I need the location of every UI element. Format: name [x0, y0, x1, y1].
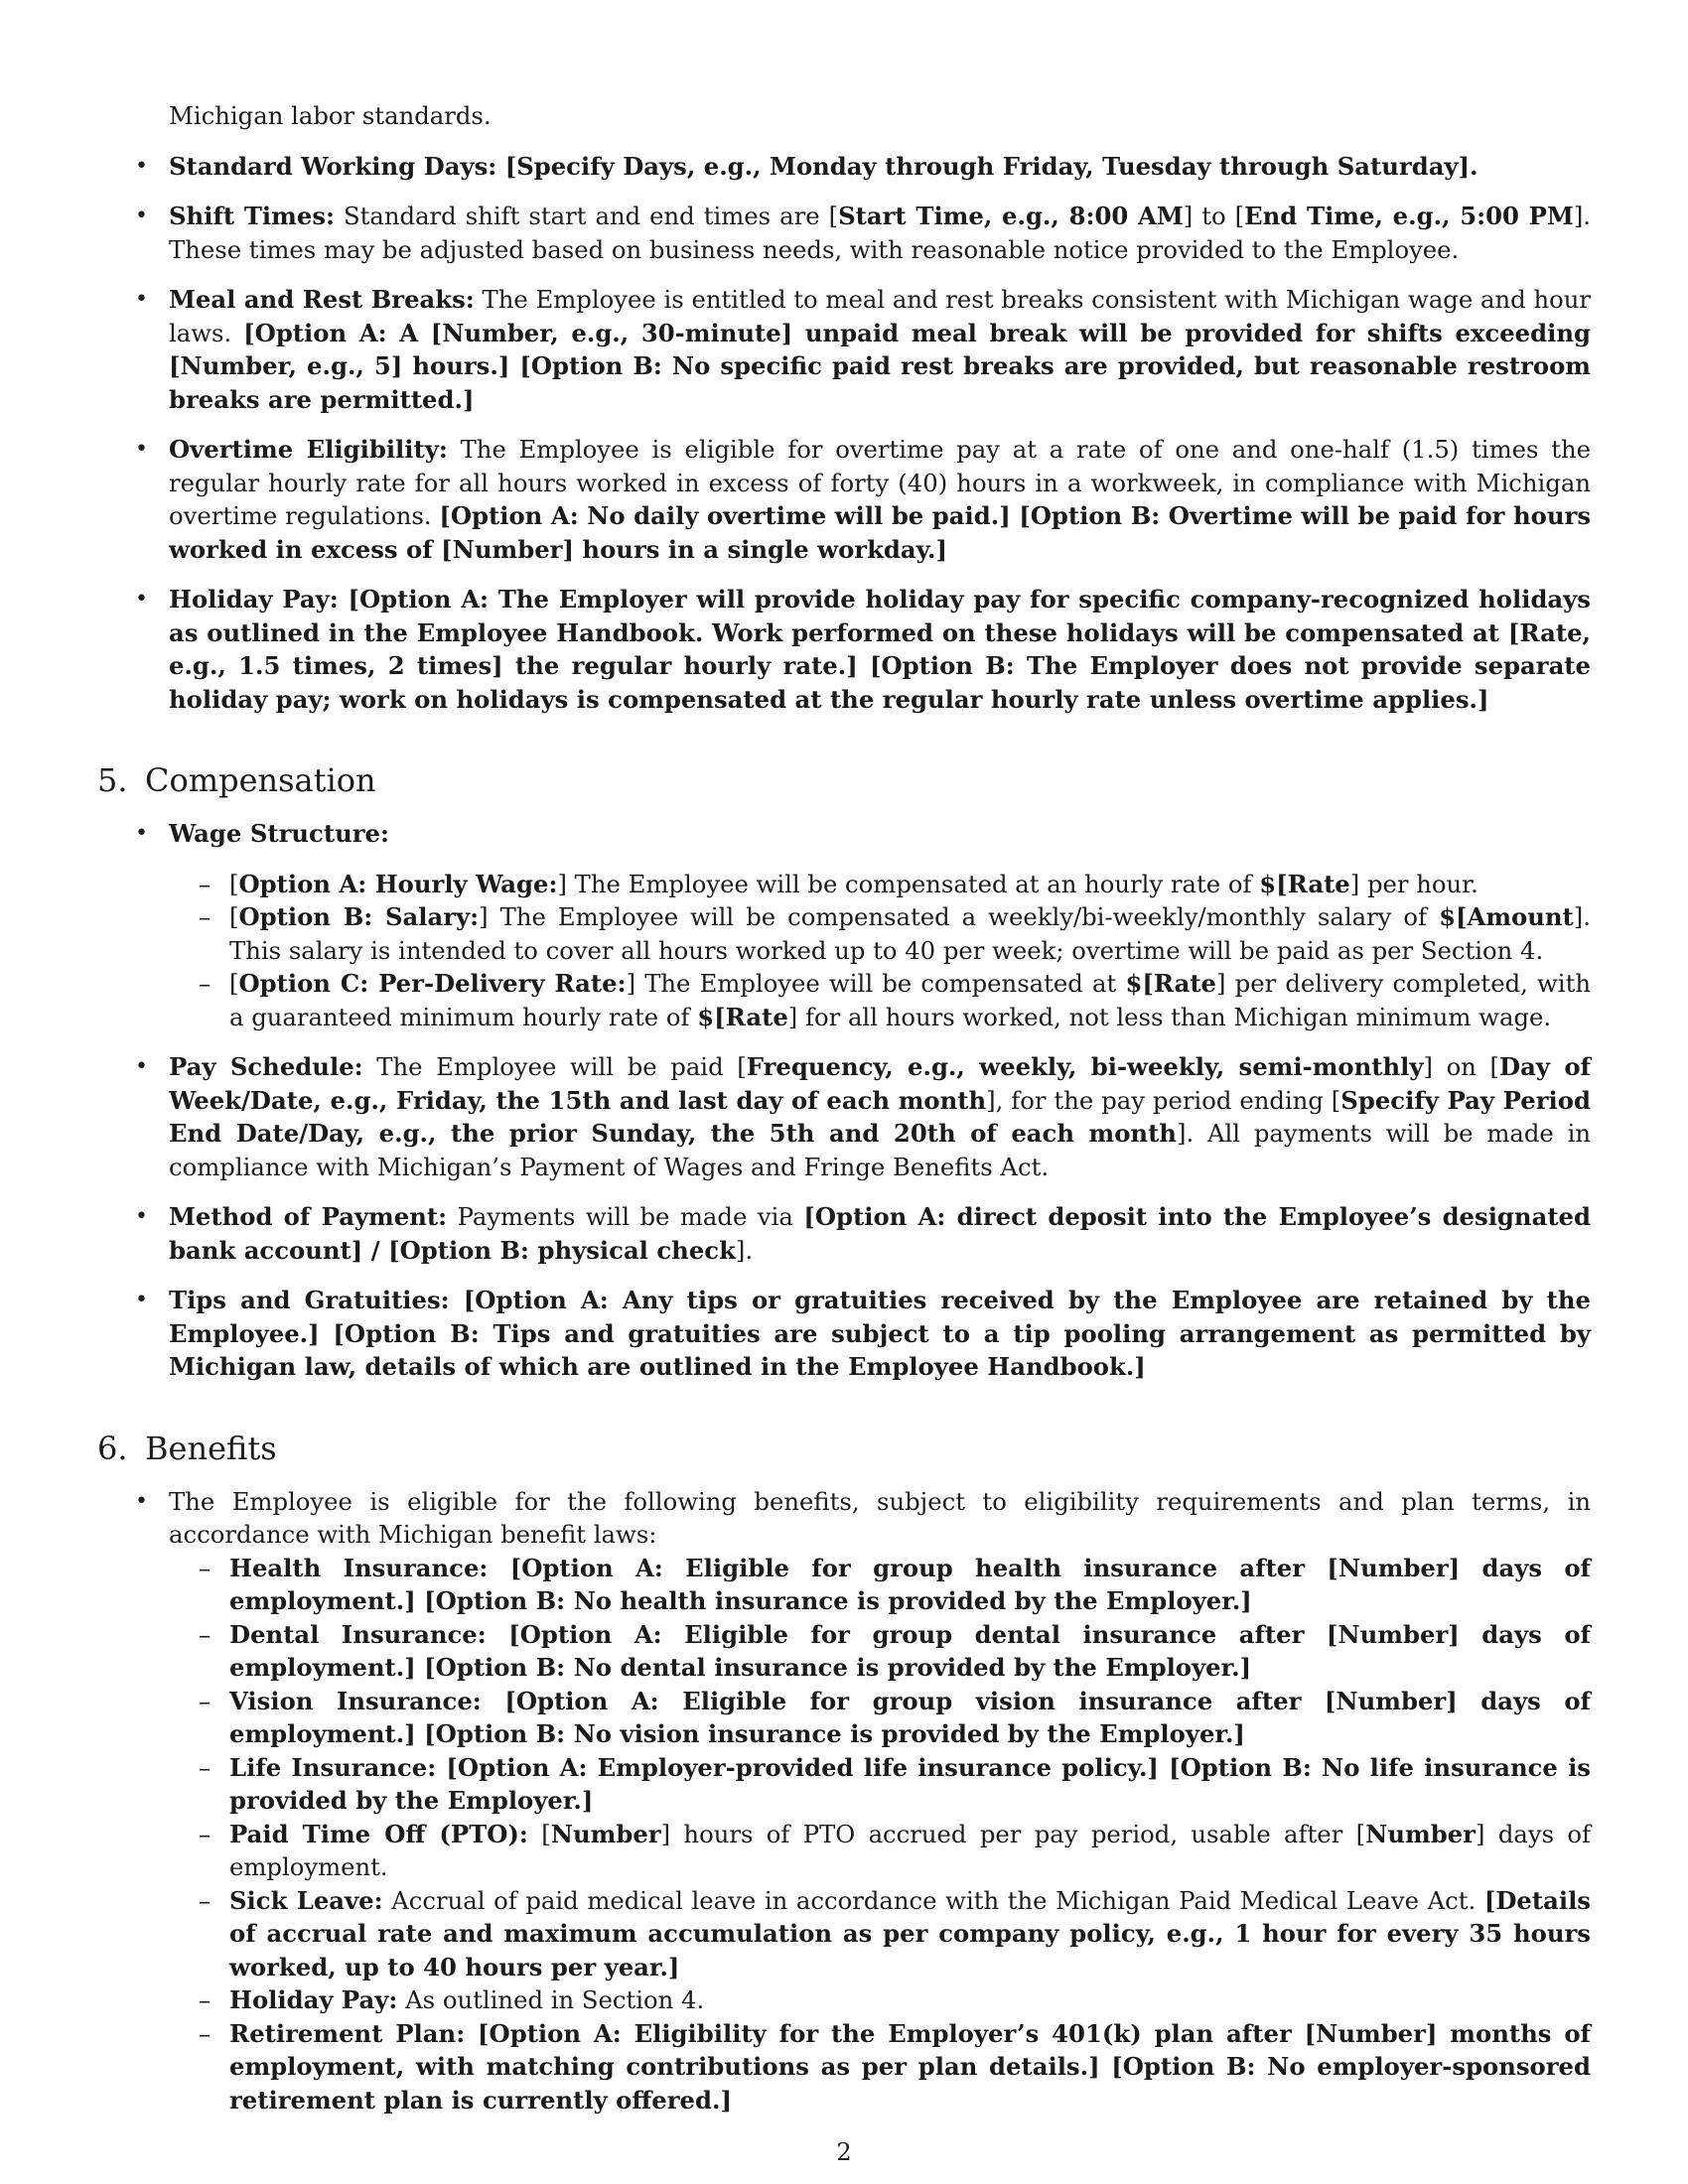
document-page	[97, 99, 1591, 2116]
benefit-item: – Health Insurance: [Option A: Eligible for group health insurance after [Number] days of employment.] [Option B: No health insurance is provided by the Employer.]	[169, 1552, 1591, 1618]
continuation-text: Michigan labor standards.	[169, 101, 492, 130]
item-label: Shift Times:	[169, 202, 335, 230]
list-item: • Holiday Pay: [Option A: The Employer will provide holiday pay for specific company-recognized holidays as outlined in the Employee Handbook. Work performed on these holidays will be compensated at [Rate, e.g., 1.5 times, 2 times] the regular hourly rate.] [Option B: The Employer does not provide separate holiday pay; work on holidays is compensated at the regular hourly rate unless overtime applies.]	[97, 583, 1591, 716]
list-item: • Shift Times: Standard shift start and end times are [Start Time, e.g., 8:00 AM] to [End Time, e.g., 5:00 PM]. These times may be adjusted based on business needs, with reasonable notice provided to the Employee.	[97, 200, 1591, 266]
benefit-item: – Vision Insurance: [Option A: Eligible for group vision insurance after [Number] days of employment.] [Option B: No vision insurance is provided by the Employer.]	[169, 1685, 1591, 1751]
item-label: Meal and Rest Breaks:	[169, 285, 475, 314]
list-item: • Overtime Eligibility: The Employee is eligible for overtime pay at a rate of one and one-half (1.5) times the regular hourly rate for all hours worked in excess of forty (40) hours in a workweek, in compliance with Michigan overtime regulations. [Option A: No daily overtime will be paid.] [Option B: Overtime will be paid for hours worked in excess of [Number] hours in a single workday.]	[97, 433, 1591, 566]
page-number: 2	[836, 2138, 852, 2166]
item-label: Wage Structure:	[169, 819, 389, 848]
benefit-item: – Paid Time Off (PTO): [Number] hours of PTO accrued per pay period, usable after [Number] days of employment.	[169, 1818, 1591, 1884]
item-label: Pay Schedule:	[169, 1052, 363, 1081]
benefit-item: – Dental Insurance: [Option A: Eligible for group dental insurance after [Number] days of employment.] [Option B: No dental insurance is provided by the Employer.]	[169, 1618, 1591, 1685]
list-item	[97, 817, 1591, 1033]
list-item: • Meal and Rest Breaks: The Employee is entitled to meal and rest breaks consistent with Michigan wage and hour laws. [Option A: A [Number, e.g., 30-minute] unpaid meal break will be provided for shifts exceeding [Number, e.g., 5] hours.] [Option B: No specific paid rest breaks are provided, but reasonable restroom breaks are permitted.]	[97, 283, 1591, 416]
section6-list	[97, 1485, 1591, 2117]
sub-list-item: – [Option A: Hourly Wage:] The Employee will be compensated at an hourly rate of $[Rate] per hour.	[169, 868, 1591, 901]
item-label: Overtime Eligibility:	[169, 435, 448, 464]
item-label: Tips and Gratuities:	[169, 1286, 450, 1314]
benefit-item: – Sick Leave: Accrual of paid medical leave in accordance with the Michigan Paid Medical Leave Act. [Details of accrual rate and maximum accumulation as per company policy, e.g., 1 hour for every 35 hours worked, up to 40 hours per year.]	[169, 1884, 1591, 1984]
section4-list	[97, 150, 1591, 717]
list-item	[97, 150, 1591, 184]
item-label: Method of Payment:	[169, 1202, 448, 1231]
wage-options-list	[169, 868, 1591, 1034]
sub-list-item: – [Option B: Salary:] The Employee will be compensated a weekly/bi-weekly/monthly salary of $[Amount]. This salary is intended to cover all hours worked up to 40 per week; overtime will be paid as per Section 4.	[169, 900, 1591, 967]
sub-list-item: – [Option C: Per-Delivery Rate:] The Employee will be compensated at $[Rate] per delivery completed, with a guaranteed minimum hourly rate of $[Rate] for all hours worked, not less than Michigan minimum wage.	[169, 967, 1591, 1033]
list-item: • Method of Payment: Payments will be made via [Option A: direct deposit into the Employee’s designated bank account] / [Option B: physical check].	[97, 1200, 1591, 1267]
benefits-list	[169, 1552, 1591, 2117]
list-item: • Tips and Gratuities: [Option A: Any tips or gratuities received by the Employee are retained by the Employee.] [Option B: Tips and gratuities are subject to a tip pooling arrangement as permitted by Michigan law, details of which are outlined in the Employee Handbook.]	[97, 1284, 1591, 1384]
list-item: • The Employee is eligible for the following benefits, subject to eligibility requirements and plan terms, in accordance with Michigan benefit laws: – Health Insurance: [Option A: Eligible for group health insurance after [Number] days of employment.] [Option B: No health insurance is provided by the Employer.] – Dental Insurance: [Option A: Eligible for group dental insurance after [Number] days of employment.] [Option B: No dental insurance is provided by the Employer.] – Vision Insurance: [Option A: Eligible for group vision insurance after [Number] days of employment.] [Option B: No vision insurance is provided by the Employer.] – Life Insurance: [Option A: Employer-provided life insurance policy.] [Option B: No life insurance is provided by the Employer.] – Paid Time Off (PTO): [Number] hours of PTO accrued per pay period, usable after [Number] days of employment. – Sick Leave: Accrual of paid medical leave in accordance with the Michigan Paid Medical Leave Act. [Details of accrual rate and maximum accumulation as per company policy, e.g., 1 hour for every 35 hours worked, up to 40 hours per year.] – Holiday Pay: As outlined in Section 4. – Retirement Plan: [Option A: Eligibility for the Employer’s 401(k) plan after [Number] months of employment, with matching contributions as per plan details.] [Option B: No employer-sponsored retirement plan is currently offered.]	[97, 1485, 1591, 2117]
item-label: Holiday Pay:	[169, 585, 339, 614]
list-item: • Pay Schedule: The Employee will be paid [Frequency, e.g., weekly, bi-weekly, semi-monthly] on [Day of Week/Date, e.g., Friday, the 15th and last day of each month], for the pay period ending [Specify Pay Period End Date/Day, e.g., the prior Sunday, the 5th and 20th of each month]. All payments will be made in compliance with Michigan’s Payment of Wages and Fringe Benefits Act.	[97, 1050, 1591, 1183]
benefit-item: – Holiday Pay: As outlined in Section 4.	[169, 1983, 1591, 2017]
item-label: Standard Working Days:	[169, 151, 497, 181]
section-heading-benefits: 6. Benefits	[97, 1429, 277, 1467]
item-text: [Specify Days, e.g., Monday through Friday, Tuesday through Saturday].	[496, 151, 1478, 181]
benefit-item: – Life Insurance: [Option A: Employer-provided life insurance policy.] [Option B: No life insurance is provided by the Employer.]	[169, 1751, 1591, 1818]
section-heading-compensation: 5. Compensation	[97, 761, 376, 799]
benefit-item: – Retirement Plan: [Option A: Eligibility for the Employer’s 401(k) plan after [Number] months of employment, with matching contributions as per plan details.] [Option B: No employer-sponsored retirement plan is currently offered.]	[169, 2017, 1591, 2117]
section5-list	[97, 817, 1591, 1384]
